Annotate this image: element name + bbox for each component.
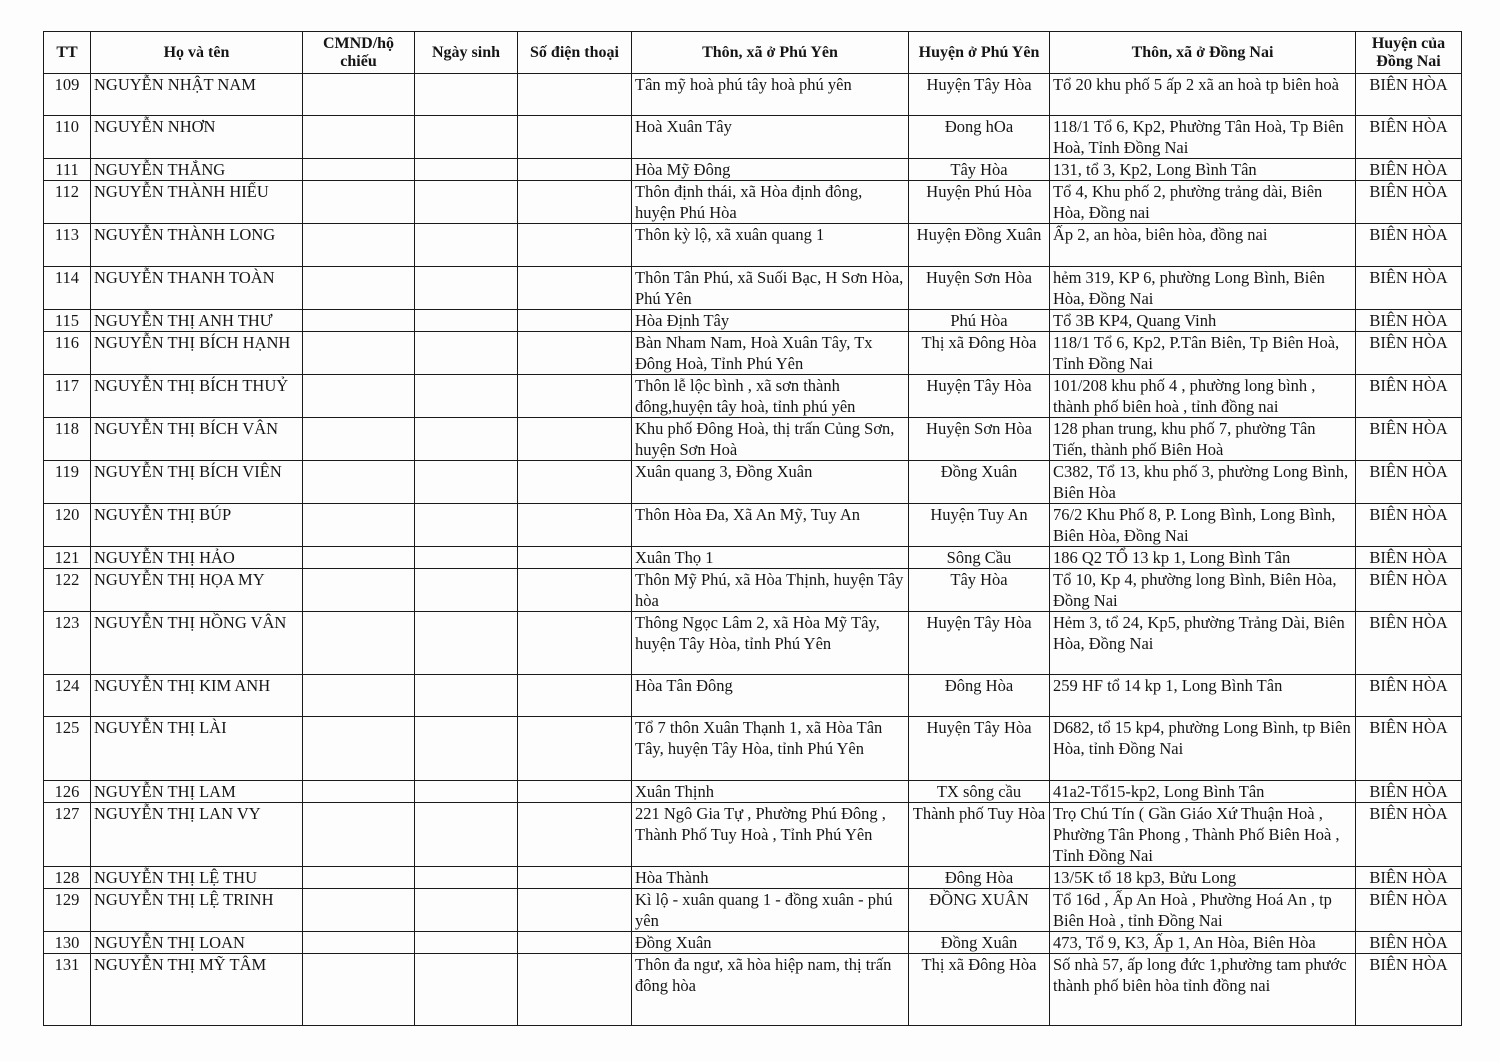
phu-yen-district: Huyện Tây Hòa xyxy=(909,612,1050,675)
row-number: 128 xyxy=(44,867,91,889)
row-number: 114 xyxy=(44,267,91,310)
phu-yen-district: Thị xã Đông Hòa xyxy=(909,332,1050,375)
id-document-cell xyxy=(303,569,415,612)
phu-yen-district: Sông Cầu xyxy=(909,547,1050,569)
header-row xyxy=(44,32,1462,74)
id-document-cell xyxy=(303,717,415,781)
row-number: 117 xyxy=(44,375,91,418)
birth-date-cell xyxy=(415,954,518,1026)
table-row xyxy=(44,159,1462,181)
dong-nai-address: Trọ Chú Tín ( Gần Giáo Xứ Thuận Hoà , Phường Tân Phong , Thành Phố Biên Hoà , Tỉnh Đồng Nai xyxy=(1050,803,1356,867)
phone-cell xyxy=(518,612,632,675)
person-name: NGUYỄN THÀNH HIẾU xyxy=(91,181,303,224)
table-row xyxy=(44,547,1462,569)
phone-cell xyxy=(518,803,632,867)
person-name: NGUYỄN THỊ LỆ THU xyxy=(91,867,303,889)
row-number: 120 xyxy=(44,504,91,547)
phu-yen-address: 221 Ngô Gia Tự , Phường Phú Đông , Thành Phố Tuy Hoà , Tỉnh Phú Yên xyxy=(632,803,909,867)
phu-yen-address: Xuân quang 3, Đồng Xuân xyxy=(632,461,909,504)
table-row xyxy=(44,332,1462,375)
phu-yen-district: Đông Hòa xyxy=(909,675,1050,717)
phu-yen-address: Thôn định thái, xã Hòa định đông, huyện Phú Hòa xyxy=(632,181,909,224)
phu-yen-address: Hòa Mỹ Đông xyxy=(632,159,909,181)
phu-yen-address: Hòa Tân Đông xyxy=(632,675,909,717)
phone-cell xyxy=(518,717,632,781)
dong-nai-address: 13/5K tổ 18 kp3, Bửu Long xyxy=(1050,867,1356,889)
dong-nai-district: BIÊN HÒA xyxy=(1356,569,1462,612)
dong-nai-address: 259 HF tổ 14 kp 1, Long Bình Tân xyxy=(1050,675,1356,717)
person-name: NGUYỄN THỊ HẢO xyxy=(91,547,303,569)
dong-nai-district: BIÊN HÒA xyxy=(1356,116,1462,159)
header-phone: Số điện thoại xyxy=(518,32,632,74)
header-birth-date: Ngày sinh xyxy=(415,32,518,74)
dong-nai-address: hẻm 319, KP 6, phường Long Bình, Biên Hòa, Đồng Nai xyxy=(1050,267,1356,310)
phu-yen-address: Thôn đa ngư, xã hòa hiệp nam, thị trấn đông hòa xyxy=(632,954,909,1026)
row-number: 121 xyxy=(44,547,91,569)
phu-yen-district: Huyện Tây Hòa xyxy=(909,74,1050,116)
dong-nai-address: Tổ 20 khu phố 5 ấp 2 xã an hoà tp biên hoà xyxy=(1050,74,1356,116)
id-document-cell xyxy=(303,418,415,461)
id-document-cell xyxy=(303,332,415,375)
dong-nai-district: BIÊN HÒA xyxy=(1356,781,1462,803)
phu-yen-address: Đồng Xuân xyxy=(632,932,909,954)
birth-date-cell xyxy=(415,675,518,717)
dong-nai-address: Tổ 10, Kp 4, phường long Bình, Biên Hòa, Đồng Nai xyxy=(1050,569,1356,612)
dong-nai-district: BIÊN HÒA xyxy=(1356,504,1462,547)
dong-nai-district: BIÊN HÒA xyxy=(1356,867,1462,889)
birth-date-cell xyxy=(415,74,518,116)
table-row xyxy=(44,267,1462,310)
header-name: Họ và tên xyxy=(91,32,303,74)
person-name: NGUYỄN THỊ LAM xyxy=(91,781,303,803)
id-document-cell xyxy=(303,224,415,267)
person-name: NGUYỄN THỊ BÍCH VÂN xyxy=(91,418,303,461)
phone-cell xyxy=(518,375,632,418)
dong-nai-address: 131, tổ 3, Kp2, Long Bình Tân xyxy=(1050,159,1356,181)
person-name: NGUYỄN THỊ LAN VY xyxy=(91,803,303,867)
birth-date-cell xyxy=(415,267,518,310)
table-row xyxy=(44,612,1462,675)
dong-nai-address: 128 phan trung, khu phố 7, phường Tân Tiến, thành phố Biên Hoà xyxy=(1050,418,1356,461)
dong-nai-district: BIÊN HÒA xyxy=(1356,181,1462,224)
phone-cell xyxy=(518,116,632,159)
dong-nai-address: 186 Q2 TỔ 13 kp 1, Long Bình Tân xyxy=(1050,547,1356,569)
dong-nai-district: BIÊN HÒA xyxy=(1356,675,1462,717)
id-document-cell xyxy=(303,954,415,1026)
table-row xyxy=(44,181,1462,224)
table-row xyxy=(44,675,1462,717)
id-document-cell xyxy=(303,675,415,717)
birth-date-cell xyxy=(415,889,518,932)
person-name: NGUYỄN THÀNH LONG xyxy=(91,224,303,267)
dong-nai-address: Số nhà 57, ấp long đức 1,phường tam phước thành phố biên hòa tỉnh đồng nai xyxy=(1050,954,1356,1026)
phu-yen-address: Thôn lễ lộc bình , xã sơn thành đông,huyện tây hoà, tỉnh phú yên xyxy=(632,375,909,418)
birth-date-cell xyxy=(415,781,518,803)
dong-nai-district: BIÊN HÒA xyxy=(1356,612,1462,675)
row-number: 130 xyxy=(44,932,91,954)
phu-yen-district: Đồng Xuân xyxy=(909,932,1050,954)
row-number: 113 xyxy=(44,224,91,267)
dong-nai-address: 473, Tổ 9, K3, Ấp 1, An Hòa, Biên Hòa xyxy=(1050,932,1356,954)
person-name: NGUYỄN NHƠN xyxy=(91,116,303,159)
id-document-cell xyxy=(303,375,415,418)
phu-yen-address: Thôn kỳ lộ, xã xuân quang 1 xyxy=(632,224,909,267)
row-number: 112 xyxy=(44,181,91,224)
id-document-cell xyxy=(303,310,415,332)
person-name: NGUYỄN THANH TOÀN xyxy=(91,267,303,310)
phu-yen-district: Huyện Phú Hòa xyxy=(909,181,1050,224)
dong-nai-address: Tổ 4, Khu phố 2, phường trảng dài, Biên Hòa, Đồng nai xyxy=(1050,181,1356,224)
row-number: 110 xyxy=(44,116,91,159)
phu-yen-address: Tân mỹ hoà phú tây hoà phú yên xyxy=(632,74,909,116)
dong-nai-district: BIÊN HÒA xyxy=(1356,889,1462,932)
birth-date-cell xyxy=(415,569,518,612)
phu-yen-district: Tây Hòa xyxy=(909,569,1050,612)
dong-nai-address: 118/1 Tổ 6, Kp2, Phường Tân Hoà, Tp Biên Hoà, Tỉnh Đồng Nai xyxy=(1050,116,1356,159)
row-number: 122 xyxy=(44,569,91,612)
id-document-cell xyxy=(303,504,415,547)
dong-nai-district: BIÊN HÒA xyxy=(1356,547,1462,569)
table-row xyxy=(44,74,1462,116)
table-row xyxy=(44,717,1462,781)
phone-cell xyxy=(518,159,632,181)
row-number: 115 xyxy=(44,310,91,332)
header-tt: TT xyxy=(44,32,91,74)
table-row xyxy=(44,224,1462,267)
phu-yen-district: ĐỒNG XUÂN xyxy=(909,889,1050,932)
birth-date-cell xyxy=(415,461,518,504)
birth-date-cell xyxy=(415,116,518,159)
birth-date-cell xyxy=(415,547,518,569)
phu-yen-district: Phú Hòa xyxy=(909,310,1050,332)
dong-nai-address: Tổ 16d , Ấp An Hoà , Phường Hoá An , tp Biên Hoà , tỉnh Đồng Nai xyxy=(1050,889,1356,932)
dong-nai-address: Hẻm 3, tổ 24, Kp5, phường Trảng Dài, Biên Hòa, Đồng Nai xyxy=(1050,612,1356,675)
phone-cell xyxy=(518,932,632,954)
person-name: NGUYỄN THỊ BÍCH THUỶ xyxy=(91,375,303,418)
phu-yen-address: Xuân Thọ 1 xyxy=(632,547,909,569)
phu-yen-district: Huyện Sơn Hòa xyxy=(909,418,1050,461)
id-document-cell xyxy=(303,159,415,181)
phone-cell xyxy=(518,547,632,569)
phu-yen-address: Thôn Mỹ Phú, xã Hòa Thịnh, huyện Tây hòa xyxy=(632,569,909,612)
birth-date-cell xyxy=(415,310,518,332)
birth-date-cell xyxy=(415,932,518,954)
birth-date-cell xyxy=(415,418,518,461)
phu-yen-address: Xuân Thịnh xyxy=(632,781,909,803)
phu-yen-district: Huyện Tây Hòa xyxy=(909,375,1050,418)
dong-nai-district: BIÊN HÒA xyxy=(1356,461,1462,504)
person-name: NGUYỄN THỊ ANH THƯ xyxy=(91,310,303,332)
phu-yen-address: Bàn Nham Nam, Hoà Xuân Tây, Tx Đông Hoà, Tỉnh Phú Yên xyxy=(632,332,909,375)
table-row xyxy=(44,310,1462,332)
id-document-cell xyxy=(303,116,415,159)
dong-nai-district: BIÊN HÒA xyxy=(1356,267,1462,310)
phone-cell xyxy=(518,954,632,1026)
birth-date-cell xyxy=(415,181,518,224)
dong-nai-district: BIÊN HÒA xyxy=(1356,159,1462,181)
dong-nai-district: BIÊN HÒA xyxy=(1356,375,1462,418)
phu-yen-address: Thôn Hòa Đa, Xã An Mỹ, Tuy An xyxy=(632,504,909,547)
phone-cell xyxy=(518,569,632,612)
person-name: NGUYỄN THỊ BÍCH VIÊN xyxy=(91,461,303,504)
person-name: NGUYỄN THẮNG xyxy=(91,159,303,181)
dong-nai-district: BIÊN HÒA xyxy=(1356,224,1462,267)
id-document-cell xyxy=(303,461,415,504)
phu-yen-address: Tổ 7 thôn Xuân Thạnh 1, xã Hòa Tân Tây, huyện Tây Hòa, tỉnh Phú Yên xyxy=(632,717,909,781)
phone-cell xyxy=(518,889,632,932)
person-name: NGUYỄN THỊ MỸ TÂM xyxy=(91,954,303,1026)
person-name: NGUYỄN THỊ LỆ TRINH xyxy=(91,889,303,932)
row-number: 129 xyxy=(44,889,91,932)
birth-date-cell xyxy=(415,224,518,267)
phu-yen-district: TX sông cầu xyxy=(909,781,1050,803)
id-document-cell xyxy=(303,889,415,932)
phone-cell xyxy=(518,867,632,889)
phone-cell xyxy=(518,332,632,375)
table-row xyxy=(44,375,1462,418)
phu-yen-address: Thông Ngọc Lâm 2, xã Hòa Mỹ Tây, huyện Tây Hòa, tỉnh Phú Yên xyxy=(632,612,909,675)
table-row xyxy=(44,867,1462,889)
birth-date-cell xyxy=(415,717,518,781)
table-row xyxy=(44,569,1462,612)
phu-yen-district: Huyện Đồng Xuân xyxy=(909,224,1050,267)
person-name: NGUYỄN THỊ LOAN xyxy=(91,932,303,954)
dong-nai-district: BIÊN HÒA xyxy=(1356,418,1462,461)
person-name: NGUYỄN THỊ BÚP xyxy=(91,504,303,547)
birth-date-cell xyxy=(415,332,518,375)
row-number: 131 xyxy=(44,954,91,1026)
dong-nai-district: BIÊN HÒA xyxy=(1356,954,1462,1026)
row-number: 124 xyxy=(44,675,91,717)
table-row xyxy=(44,418,1462,461)
header-dong-nai-address: Thôn, xã ở Đồng Nai xyxy=(1050,32,1356,74)
header-phu-yen-address: Thôn, xã ở Phú Yên xyxy=(632,32,909,74)
person-name: NGUYỄN THỊ HỒNG VÂN xyxy=(91,612,303,675)
phone-cell xyxy=(518,675,632,717)
dong-nai-district: BIÊN HÒA xyxy=(1356,74,1462,116)
id-document-cell xyxy=(303,867,415,889)
id-document-cell xyxy=(303,267,415,310)
dong-nai-address: 76/2 Khu Phố 8, P. Long Bình, Long Bình, Biên Hòa, Đồng Nai xyxy=(1050,504,1356,547)
phone-cell xyxy=(518,181,632,224)
phone-cell xyxy=(518,781,632,803)
dong-nai-address: 118/1 Tổ 6, Kp2, P.Tân Biên, Tp Biên Hoà, Tỉnh Đồng Nai xyxy=(1050,332,1356,375)
row-number: 116 xyxy=(44,332,91,375)
person-name: NGUYỄN NHẬT NAM xyxy=(91,74,303,116)
dong-nai-district: BIÊN HÒA xyxy=(1356,310,1462,332)
birth-date-cell xyxy=(415,803,518,867)
dong-nai-district: BIÊN HÒA xyxy=(1356,803,1462,867)
row-number: 119 xyxy=(44,461,91,504)
dong-nai-address: Ấp 2, an hòa, biên hòa, đồng nai xyxy=(1050,224,1356,267)
birth-date-cell xyxy=(415,159,518,181)
table-row xyxy=(44,781,1462,803)
roster-table xyxy=(43,31,1462,1026)
row-number: 127 xyxy=(44,803,91,867)
header-dong-nai-district: Huyện của Đồng Nai xyxy=(1356,32,1462,74)
dong-nai-address: Tổ 3B KP4, Quang Vinh xyxy=(1050,310,1356,332)
phone-cell xyxy=(518,267,632,310)
id-document-cell xyxy=(303,612,415,675)
dong-nai-address: 101/208 khu phố 4 , phường long bình , thành phố biên hoà , tỉnh đồng nai xyxy=(1050,375,1356,418)
table-row xyxy=(44,461,1462,504)
table-row xyxy=(44,932,1462,954)
phu-yen-address: Thôn Tân Phú, xã Suối Bạc, H Sơn Hòa, Phú Yên xyxy=(632,267,909,310)
row-number: 118 xyxy=(44,418,91,461)
phu-yen-district: Thị xã Đông Hòa xyxy=(909,954,1050,1026)
dong-nai-address: 41a2-Tổ15-kp2, Long Bình Tân xyxy=(1050,781,1356,803)
phu-yen-address: Hoà Xuân Tây xyxy=(632,116,909,159)
id-document-cell xyxy=(303,803,415,867)
table-row xyxy=(44,954,1462,1026)
phu-yen-address: Hòa Định Tây xyxy=(632,310,909,332)
table-row xyxy=(44,803,1462,867)
phu-yen-district: Tây Hòa xyxy=(909,159,1050,181)
dong-nai-district: BIÊN HÒA xyxy=(1356,932,1462,954)
table-row xyxy=(44,116,1462,159)
dong-nai-address: D682, tổ 15 kp4, phường Long Bình, tp Biên Hòa, tỉnh Đồng Nai xyxy=(1050,717,1356,781)
id-document-cell xyxy=(303,781,415,803)
id-document-cell xyxy=(303,932,415,954)
id-document-cell xyxy=(303,547,415,569)
phu-yen-address: Khu phố Đông Hoà, thị trấn Củng Sơn, huyện Sơn Hoà xyxy=(632,418,909,461)
header-phu-yen-district: Huyện ở Phú Yên xyxy=(909,32,1050,74)
header-id-document: CMND/hộ chiếu xyxy=(303,32,415,74)
table-row xyxy=(44,889,1462,932)
table-row xyxy=(44,504,1462,547)
row-number: 125 xyxy=(44,717,91,781)
birth-date-cell xyxy=(415,612,518,675)
phu-yen-district: Huyện Sơn Hòa xyxy=(909,267,1050,310)
phu-yen-district: Đông Hòa xyxy=(909,867,1050,889)
dong-nai-district: BIÊN HÒA xyxy=(1356,717,1462,781)
id-document-cell xyxy=(303,74,415,116)
phu-yen-district: Huyện Tuy An xyxy=(909,504,1050,547)
phu-yen-district: Huyện Tây Hòa xyxy=(909,717,1050,781)
phu-yen-address: Kì lộ - xuân quang 1 - đồng xuân - phú yên xyxy=(632,889,909,932)
phone-cell xyxy=(518,224,632,267)
person-name: NGUYỄN THỊ HỌA MY xyxy=(91,569,303,612)
phu-yen-district: Đong hOa xyxy=(909,116,1050,159)
birth-date-cell xyxy=(415,375,518,418)
phu-yen-address: Hòa Thành xyxy=(632,867,909,889)
birth-date-cell xyxy=(415,504,518,547)
row-number: 123 xyxy=(44,612,91,675)
phone-cell xyxy=(518,74,632,116)
phone-cell xyxy=(518,504,632,547)
person-name: NGUYỄN THỊ LÀI xyxy=(91,717,303,781)
birth-date-cell xyxy=(415,867,518,889)
phu-yen-district: Đồng Xuân xyxy=(909,461,1050,504)
dong-nai-district: BIÊN HÒA xyxy=(1356,332,1462,375)
dong-nai-address: C382, Tổ 13, khu phố 3, phường Long Bình, Biên Hòa xyxy=(1050,461,1356,504)
phu-yen-district: Thành phố Tuy Hòa xyxy=(909,803,1050,867)
phone-cell xyxy=(518,310,632,332)
person-name: NGUYỄN THỊ KIM ANH xyxy=(91,675,303,717)
id-document-cell xyxy=(303,181,415,224)
table-body xyxy=(44,74,1462,1026)
row-number: 109 xyxy=(44,74,91,116)
row-number: 126 xyxy=(44,781,91,803)
person-name: NGUYỄN THỊ BÍCH HẠNH xyxy=(91,332,303,375)
phone-cell xyxy=(518,418,632,461)
row-number: 111 xyxy=(44,159,91,181)
phone-cell xyxy=(518,461,632,504)
